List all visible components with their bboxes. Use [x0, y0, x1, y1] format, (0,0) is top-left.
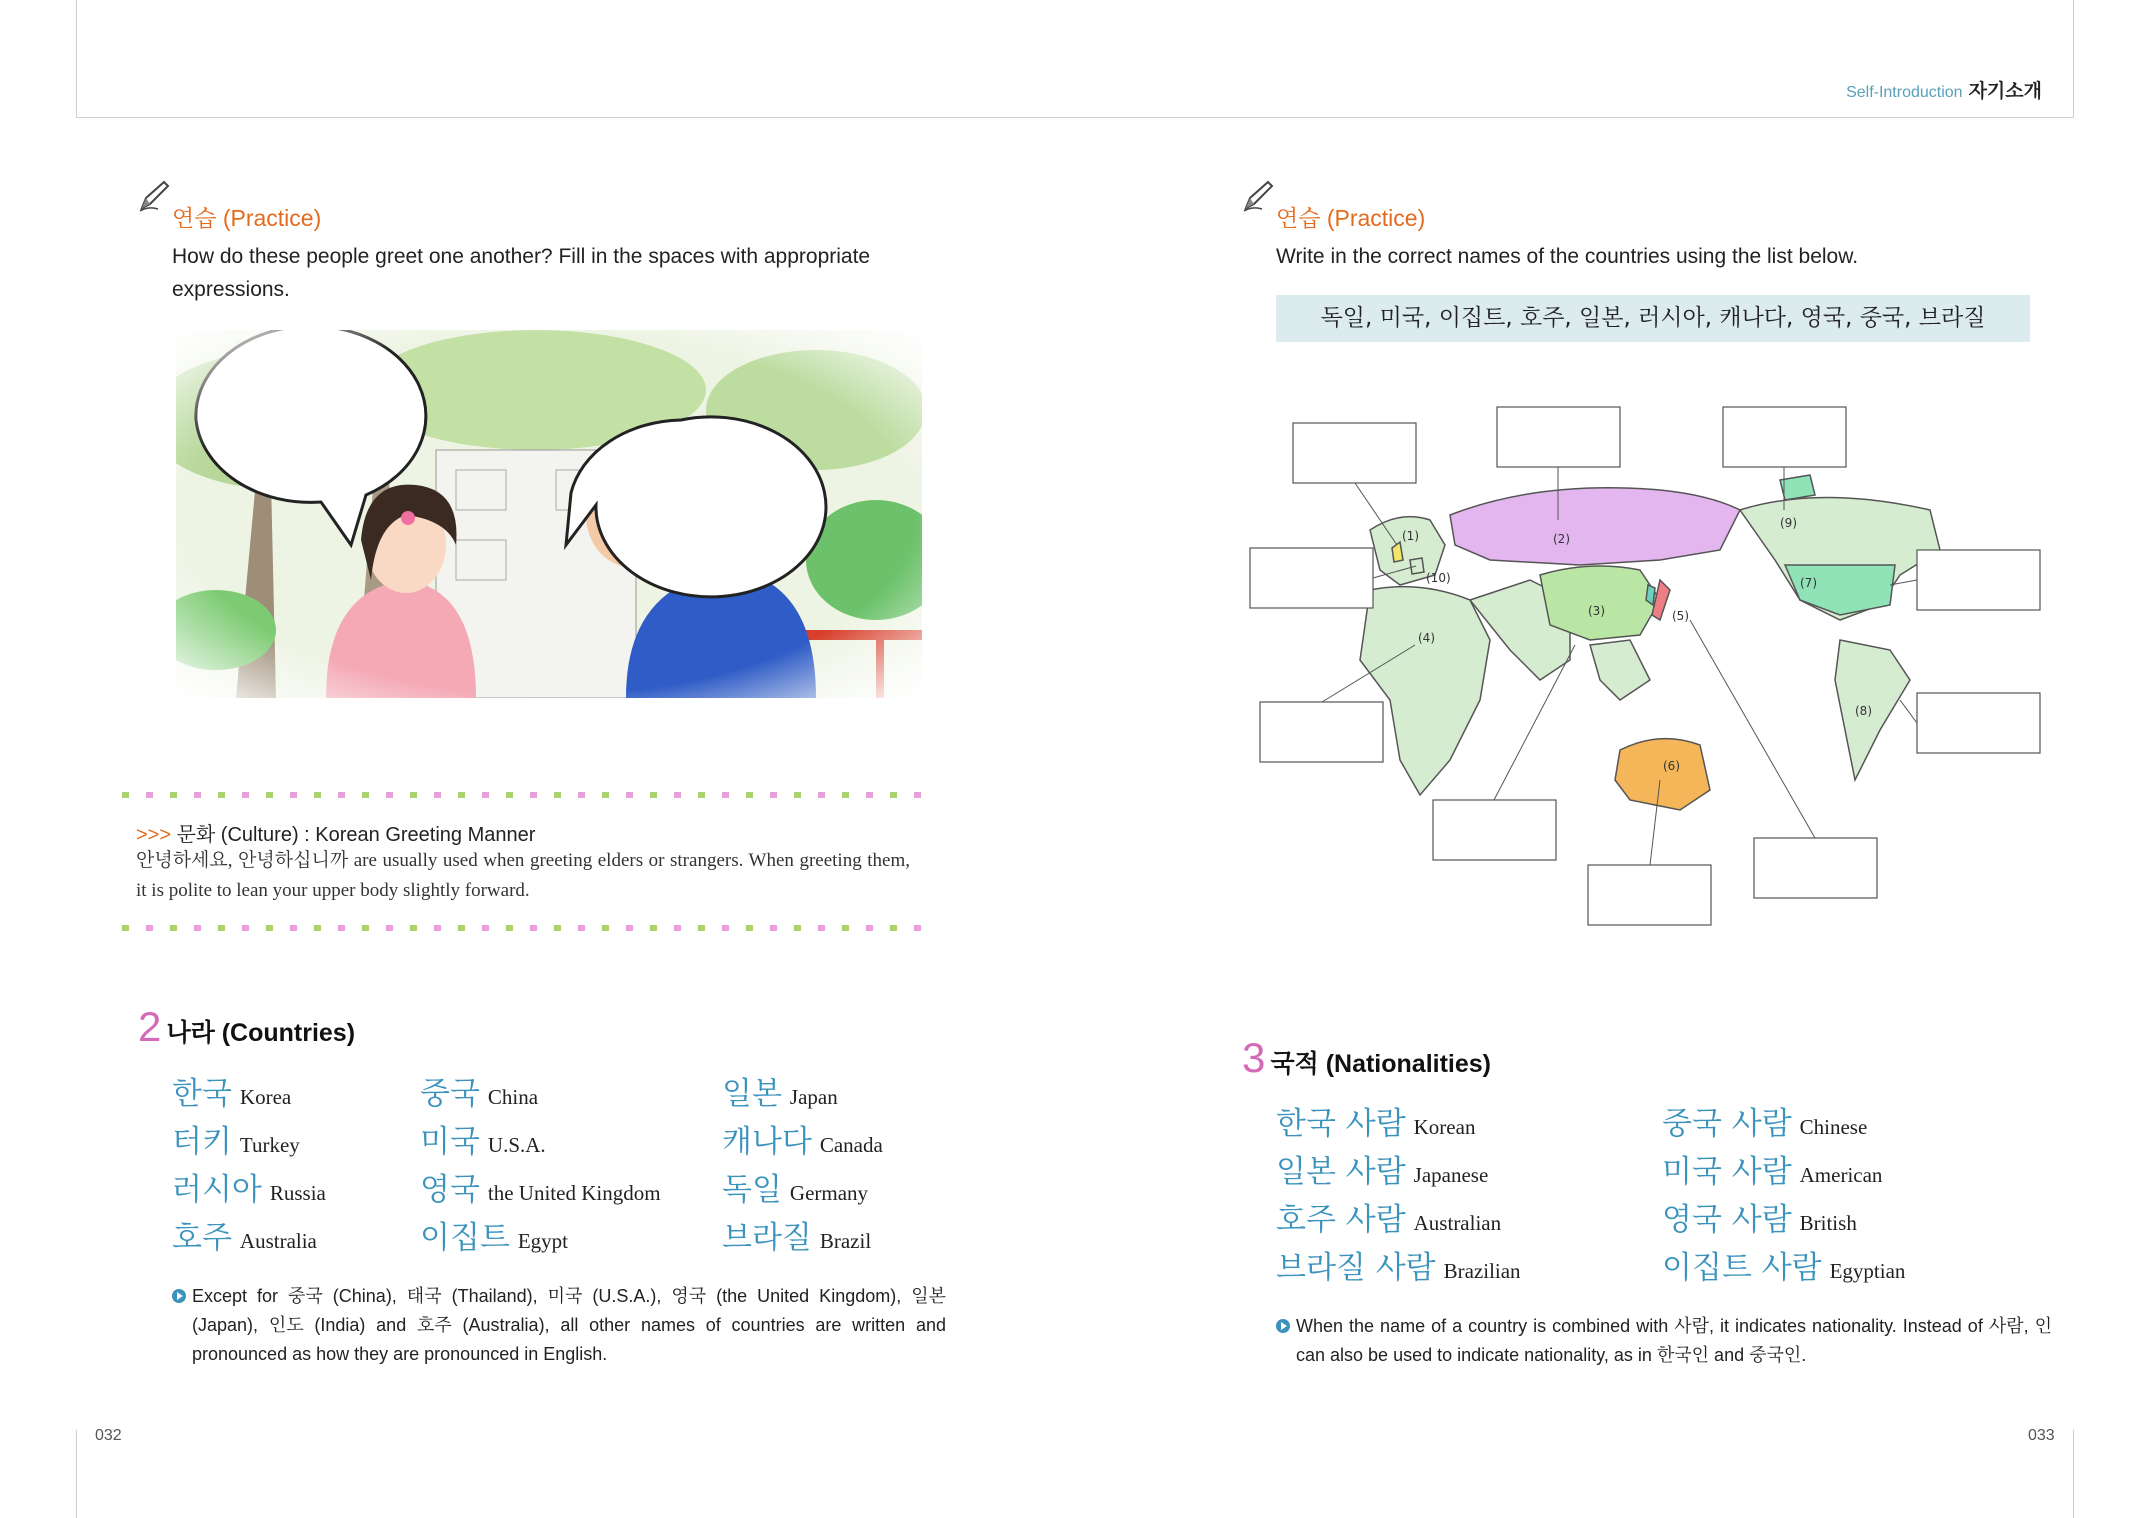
nationality-item: 영국 사람 British	[1662, 1202, 1857, 1238]
country-item: 호주 Australia	[172, 1220, 317, 1256]
nationality-item: 이집트 사람 Egyptian	[1662, 1250, 1906, 1286]
map-label: (2)	[1553, 532, 1570, 546]
culture-arrows: >>>	[136, 824, 172, 846]
practice-title: 연습 (Practice)	[1276, 205, 1426, 231]
frame-line	[76, 1430, 77, 1518]
section-title: 나라 (Countries)	[166, 1019, 356, 1047]
practice-title: 연습 (Practice)	[172, 205, 322, 231]
culture-heading: 문화 (Culture) : Korean Greeting Manner	[176, 824, 536, 846]
nationality-item: 호주 사람 Australian	[1276, 1202, 1502, 1238]
nationalities-note	[1276, 1312, 2052, 1370]
culture-text: 안녕하세요, 안녕하십니까 are usually used when greeting elders or strangers. When greeting them, it is polite to lean your upper body slightly forward.	[136, 850, 910, 901]
note-text: When the name of a country is combined with 사람, it indicates nationality. Instead of 사람, 인 can also be used to indicate nationality, as in 한국인 and 중국인.	[1296, 1316, 2052, 1365]
practice-instruction: Write in the correct names of the countries using the list below.	[1276, 245, 1859, 268]
country-item: 미국 U.S.A.	[420, 1124, 546, 1160]
section-number: 3	[1242, 1034, 1266, 1081]
greeting-illustration	[176, 330, 922, 698]
pencil-icon	[136, 178, 172, 214]
section-3-heading	[1242, 1034, 1491, 1082]
frame-line	[2073, 0, 2074, 117]
country-item: 독일 Germany	[722, 1172, 869, 1208]
map-label: (8)	[1855, 704, 1872, 718]
world-map	[1240, 400, 2060, 940]
nationality-item: 미국 사람 American	[1662, 1154, 1883, 1190]
dotted-divider	[122, 925, 924, 931]
map-label: (5)	[1672, 609, 1689, 623]
practice-instruction: How do these people greet one another? Fill in the spaces with appropriate expressions.	[172, 245, 871, 301]
nationality-item: 브라질 사람 Brazilian	[1276, 1250, 1521, 1286]
bullet-icon	[172, 1289, 186, 1303]
page-number-right: 033	[2028, 1427, 2055, 1444]
word-list-box: 독일, 미국, 이집트, 호주, 일본, 러시아, 캐나다, 영국, 중국, 브라질	[1276, 295, 2030, 342]
nationality-item: 일본 사람 Japanese	[1276, 1154, 1489, 1190]
nationality-item: 중국 사람 Chinese	[1662, 1106, 1868, 1142]
map-label: (4)	[1418, 631, 1435, 645]
countries-note	[172, 1282, 946, 1369]
header-rule	[76, 117, 2074, 118]
country-item: 이집트 Egypt	[420, 1220, 569, 1256]
country-item: 터키 Turkey	[172, 1124, 300, 1160]
country-item: 영국 the United Kingdom	[420, 1172, 661, 1208]
country-item: 러시아 Russia	[172, 1172, 326, 1208]
country-item: 캐나다 Canada	[722, 1124, 883, 1160]
map-label: (1)	[1402, 529, 1419, 543]
map-label: (9)	[1780, 516, 1797, 530]
header-en: Self-Introduction	[1846, 84, 1963, 101]
running-header	[1846, 76, 2042, 103]
country-item: 한국 Korea	[172, 1076, 292, 1112]
map-label: (6)	[1663, 759, 1680, 773]
country-item: 중국 China	[420, 1076, 539, 1112]
pencil-icon	[1240, 178, 1276, 214]
section-number: 2	[138, 1003, 162, 1050]
culture-title	[136, 818, 535, 847]
map-label: (10)	[1426, 571, 1451, 585]
section-title: 국적 (Nationalities)	[1270, 1050, 1491, 1078]
map-label: (7)	[1800, 576, 1817, 590]
section-2-heading	[138, 1003, 355, 1051]
page-number-left: 032	[95, 1427, 122, 1444]
dotted-divider	[122, 792, 924, 798]
country-item: 브라질 Brazil	[722, 1220, 872, 1256]
country-item: 일본 Japan	[722, 1076, 838, 1112]
header-kr: 자기소개	[1968, 81, 2042, 102]
frame-line	[2073, 1430, 2074, 1518]
bullet-icon	[1276, 1319, 1290, 1333]
note-text: Except for 중국 (China), 태국 (Thailand), 미국 (U.S.A.), 영국 (the United Kingdom), 일본 (Japan), 인도 (India) and 호주 (Australia), all other names of countries are written and pronounced as how they are pronounced in English.	[192, 1286, 946, 1364]
map-label: (3)	[1588, 604, 1605, 618]
nationality-item: 한국 사람 Korean	[1276, 1106, 1476, 1142]
frame-line	[76, 0, 77, 117]
